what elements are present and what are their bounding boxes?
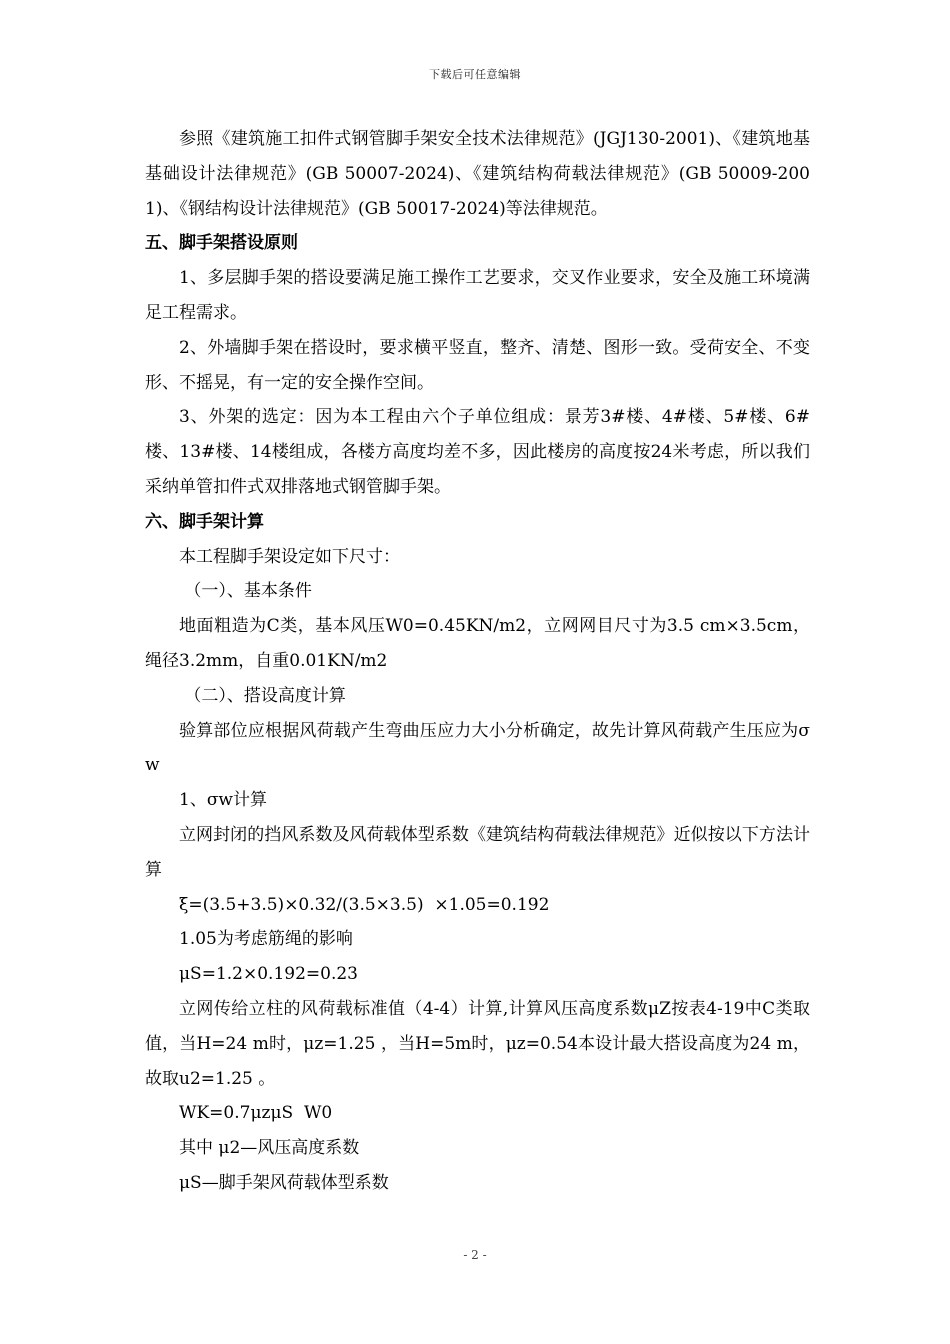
formula-wk: WK=0.7μzμS W0 [179, 1103, 333, 1124]
item-sigma-calculation: 1、σw计算 [179, 790, 267, 811]
paragraph-references: 参照《建筑施工扣件式钢管脚手架安全技术法律规范》(JGJ130-2001)、《建筑地基基础设计法律规范》(GB 50007-2024)、《建筑结构荷载法律规范》(GB 50009-2001)、《钢结构设计法律规范》(GB 50017-2024)等法律规范。 [145, 129, 810, 219]
section-heading-6: 六、脚手架计算 [145, 511, 264, 532]
paragraph-basic-conditions: 地面粗造为C类，基本风压W0=0.45KN/m2，立网网目尺寸为3.5 cm×3.5cm，绳径3.2mm，自重0.01KN/m2 [145, 616, 810, 671]
paragraph-wind-coefficient: 立网封闭的挡风系数及风荷载体型系数《建筑结构荷载法律规范》近似按以下方法计算 [145, 824, 810, 880]
page-number: - 2 - [463, 1248, 487, 1262]
paragraph-dimensions-intro: 本工程脚手架设定如下尺寸： [179, 546, 400, 567]
paragraph-principle-1: 1、多层脚手架的搭设要满足施工操作工艺要求，交叉作业要求，安全及施工环境满足工程需求。 [145, 268, 810, 323]
page-header: 下载后可任意编辑 [429, 68, 521, 81]
paragraph-verification: 验算部位应根据风荷载产生弯曲压应力大小分析确定，故先计算风荷载产生压应为σw [145, 720, 810, 776]
formula-mu-s: μS=1.2×0.192=0.23 [179, 964, 358, 985]
subheading-basic-conditions: （一）、基本条件 [179, 581, 312, 602]
paragraph-wind-load-standard: 立网传给立柱的风荷载标准值（4-4）计算,计算风压高度系数μZ按表4-19中C类取值，当H=24 m时，μz=1.25 ，当H=5m时，μz=0.54本设计最大搭设高度为24 m，故取u2=1.25 。 [145, 998, 810, 1089]
subheading-height-calculation: （二）、搭设高度计算 [179, 685, 346, 706]
definition-mu-s: μS—脚手架风荷载体型系数 [179, 1172, 389, 1193]
document-body [145, 122, 810, 1201]
formula-xi: ξ=(3.5+3.5)×0.32/(3.5×3.5) ×1.05=0.192 [179, 894, 550, 915]
section-heading-5: 五、脚手架搭设原则 [145, 233, 298, 254]
paragraph-principle-2: 2、外墙脚手架在搭设时，要求横平竖直，整齐、清楚、图形一致。受荷安全、不变形、不摇晃，有一定的安全操作空间。 [145, 337, 810, 393]
definition-mu-2: 其中 μ2—风压高度系数 [179, 1138, 360, 1159]
note-rope-influence: 1.05为考虑筋绳的影响 [179, 929, 353, 950]
paragraph-principle-3: 3、外架的选定：因为本工程由六个子单位组成：景芳3#楼、4#楼、5#楼、6#楼、13#楼、14楼组成，各楼方高度均差不多，因此楼房的高度按24米考虑，所以我们采纳单管扣件式双排落地式钢管脚手架。 [145, 407, 810, 497]
